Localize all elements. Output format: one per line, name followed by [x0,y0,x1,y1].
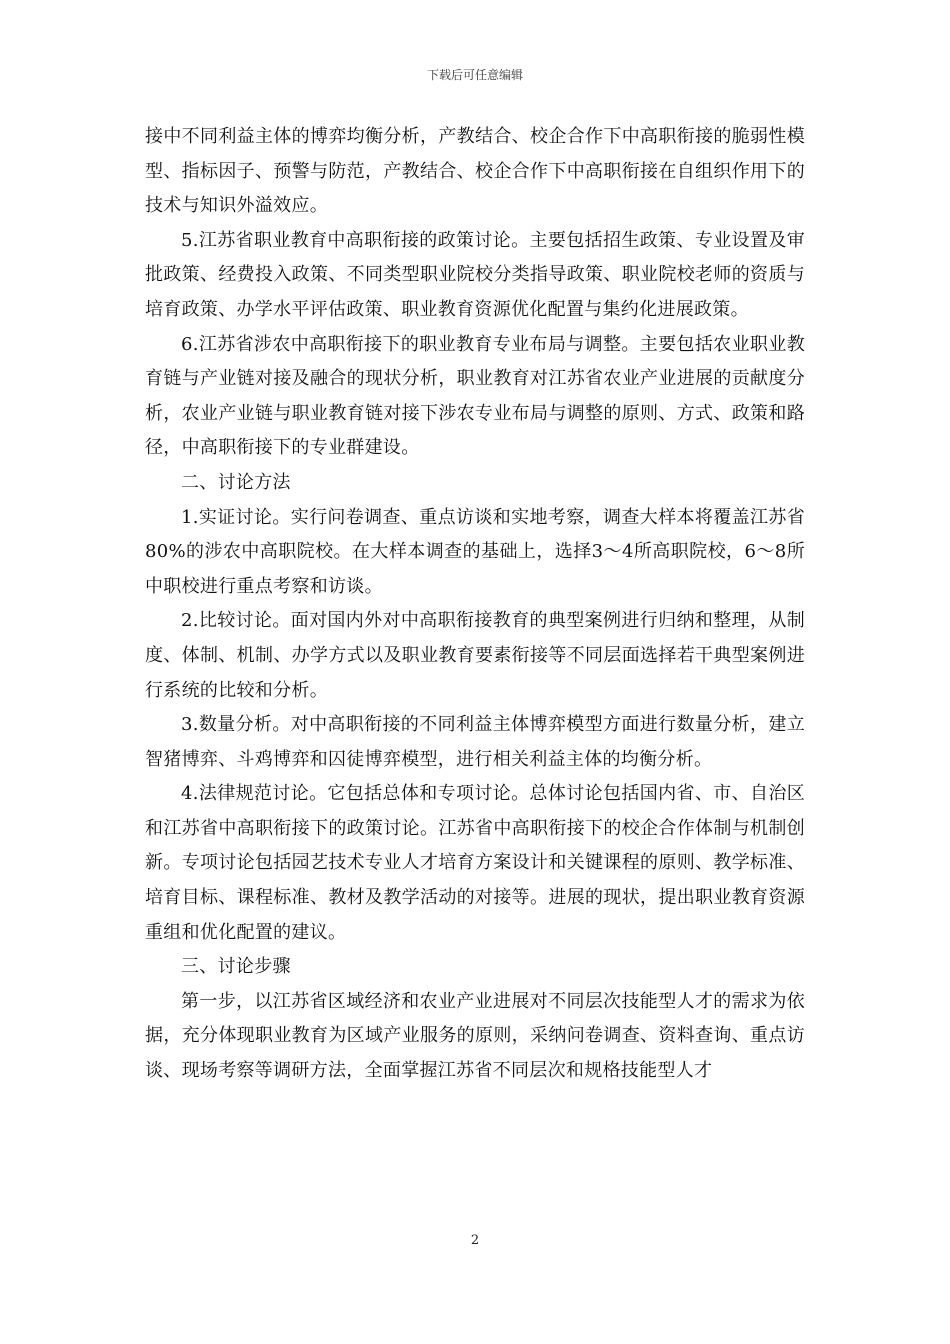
paragraph-item-5: 5.江苏省职业教育中高职衔接的政策讨论。主要包括招生政策、专业设置及审批政策、经费投入政策、不同类型职业院校分类指导政策、职业院校老师的资质与培育政策、办学水平评估政策、职业教育资源优化配置与集约化进展政策。 [145,229,805,320]
paragraph-method-1: 1.实证讨论。实行问卷调查、重点访谈和实地考察，调查大样本将覆盖江苏省80%的涉农中高职院校。在大样本调查的基础上，选择3～4所高职院校，6～8所中职校进行重点考察和访谈。 [145,506,805,597]
paragraph-method-4: 4.法律规范讨论。它包括总体和专项讨论。总体讨论包括国内省、市、自治区和江苏省中高职衔接下的政策讨论。江苏省中高职衔接下的校企合作体制与机制创新。专项讨论包括园艺技术专业人才培育方案设计和关键课程的原则、教学标准、培育目标、课程标准、教材及教学活动的对接等。进展的现状，提出职业教育资源重组和优化配置的建议。 [145,783,805,943]
page-header-note: 下载后可任意编辑 [426,68,523,82]
page-number: 2 [470,1233,480,1248]
paragraph-step-1: 第一步，以江苏省区域经济和农业产业进展对不同层次技能型人才的需求为依据，充分体现职业教育为区域产业服务的原则，采纳问卷调查、资料查询、重点访谈、现场考察等调研方法，全面掌握江苏省不同层次和规格技能型人才 [145,990,805,1082]
paragraph-continuation: 接中不同利益主体的博弈均衡分析，产教结合、校企合作下中高职衔接的脆弱性模型、指标因子、预警与防范，产教结合、校企合作下中高职衔接在自组织作用下的技术与知识外溢效应。 [145,126,805,217]
paragraph-item-6: 6.江苏省涉农中高职衔接下的职业教育专业布局与调整。主要包括农业职业教育链与产业链对接及融合的现状分析，职业教育对江苏省农业产业进展的贡献度分析，农业产业链与职业教育链对接下涉农专业布局与调整的原则、方式、政策和路径，中高职衔接下的专业群建设。 [145,333,805,459]
document-body [145,120,805,1089]
paragraph-method-3: 3.数量分析。对中高职衔接的不同利益主体博弈模型方面进行数量分析，建立智猪博弈、斗鸡博弈和囚徒博弈模型，进行相关利益主体的均衡分析。 [145,714,805,770]
section-heading-steps: 三、讨论步骤 [181,956,291,978]
section-heading-methods: 二、讨论方法 [181,471,291,493]
paragraph-method-2: 2.比较讨论。面对国内外对中高职衔接教育的典型案例进行归纳和整理，从制度、体制、机制、办学方式以及职业教育要素衔接等不同层面选择若干典型案例进行系统的比较和分析。 [145,610,805,701]
